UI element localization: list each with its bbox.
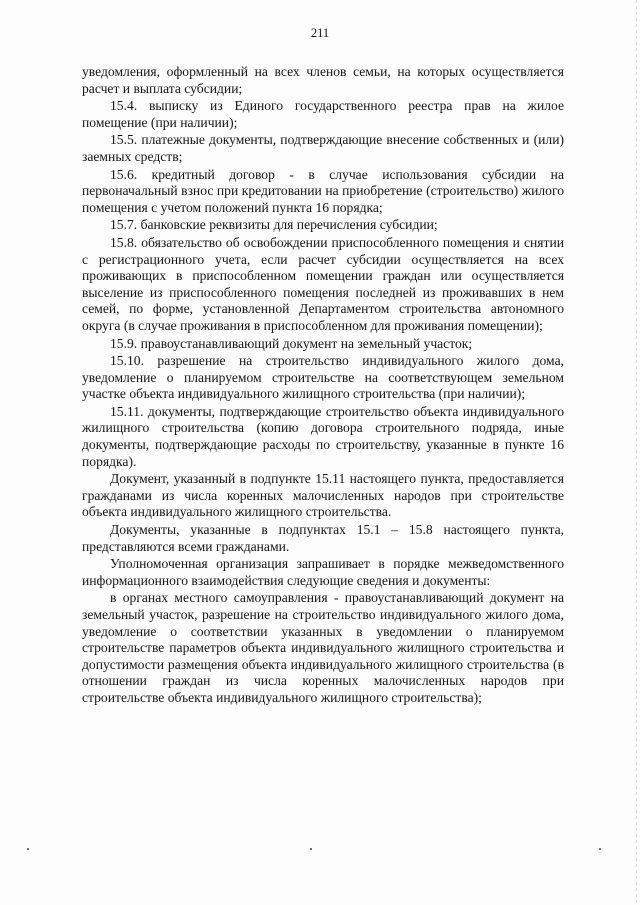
scan-dot-left: [27, 848, 29, 850]
scan-dot-right: [599, 848, 601, 850]
paragraph-15-10: 15.10. разрешение на строительство индивидуального жилого дома, уведомление о планируемом строительстве на соответствующем земельном участке объекта индивидуального жилищного строительства (при наличии);: [82, 353, 564, 402]
paragraph-15-6: 15.6. кредитный договор - в случае использования субсидии на первоначальный взнос при кредитовании на приобретение (строительство) жилого помещения с учетом положений пункта 16 порядка;: [82, 166, 564, 215]
page-number: 211: [310, 26, 330, 40]
paragraph-15-5: 15.5. платежные документы, подтверждающие внесение собственных и (или) заемных средств;: [82, 132, 564, 164]
paragraph-15-4: 15.4. выписку из Единого государственного реестра прав на жилое помещение (при наличии);: [82, 98, 564, 130]
paragraph-15-8: 15.8. обязательство об освобождении приспособленного помещения и снятии с регистрационного учета, если расчет субсидии осуществляется на всех проживающих в приспособленном помещении граждан или осуществляется выселение из приспособленного помещения последней из проживавших в нем семей, по форме, установленной Департаментом строительства автономного округа (в случае проживания в приспособленном для проживания помещении);: [82, 234, 564, 333]
paragraph-15-7: 15.7. банковские реквизиты для перечисления субсидии;: [110, 217, 438, 233]
paragraph-local-government: в органах местного самоуправления - правоустанавливающий документ на земельный участок, разрешение на строительство индивидуального жилого дома, уведомление о соответствии указанных в уведомлении о планируемом строительстве параметров объекта индивидуального жилищного строительства и допустимости размещения объекта индивидуального жилищного строительства (в отношении граждан из числа коренных малочисленных народов при строительстве объекта индивидуального жилищного строительства);: [82, 590, 564, 705]
scan-dot-center: [310, 848, 312, 850]
paragraph-authorized-organization: Уполномоченная организация запрашивает в порядке межведомственного информационного взаимодействия следующие сведения и документы:: [82, 556, 564, 588]
paragraph-documents-15-1-15-8-note: Документы, указанные в подпунктах 15.1 – 15.8 настоящего пункта, представляются всеми гражданами.: [82, 522, 564, 554]
paragraph-15-11: 15.11. документы, подтверждающие строительство объекта индивидуального жилищного строительства (копию договора строительного подряда, иные документы, подтверждающие расходы по строительству, указанные в пункте 16 порядка).: [82, 403, 564, 469]
paragraph-continuation: уведомления, оформленный на всех членов семьи, на которых осуществляется расчет и выплата субсидии;: [82, 64, 564, 96]
scan-edge-line: [636, 0, 637, 905]
document-body: [82, 64, 564, 708]
paragraph-document-15-11-note: Документ, указанный в подпункте 15.11 настоящего пункта, предоставляется гражданами из числа коренных малочисленных народов при строительстве объекта индивидуального жилищного строительства.: [82, 471, 564, 520]
paragraph-15-9: 15.9. правоустанавливающий документ на земельный участок;: [110, 335, 473, 351]
